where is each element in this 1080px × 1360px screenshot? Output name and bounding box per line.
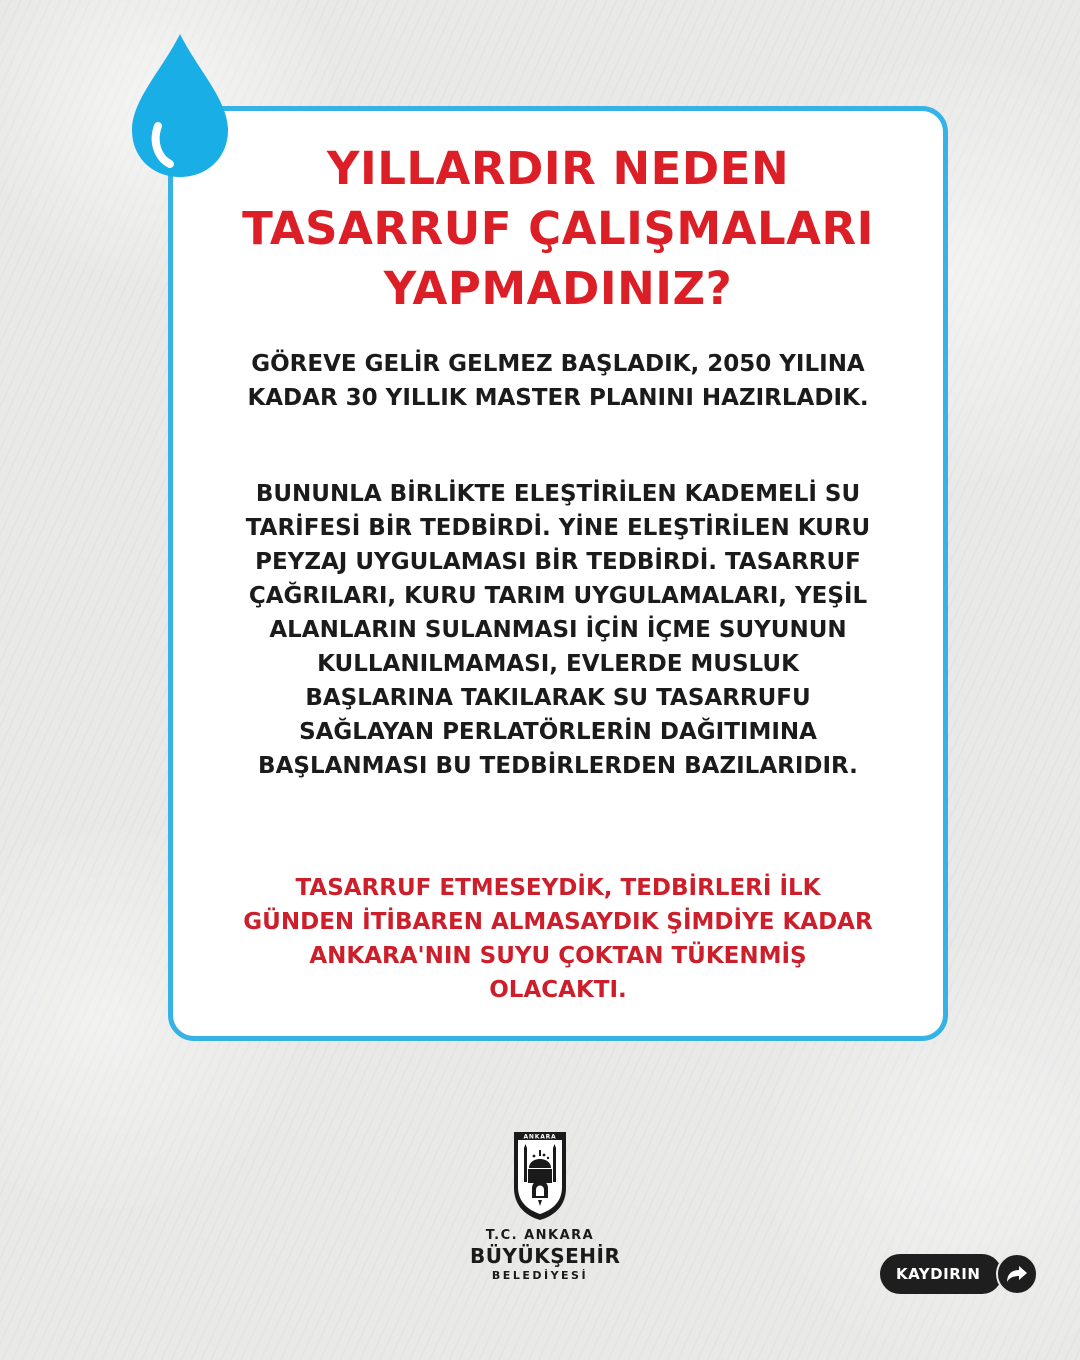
content-card [168,106,948,1041]
headline-line: YAPMADINIZ? [383,262,733,315]
paragraph-line: GÖREVE GELİR GELMEZ BAŞLADIK, 2050 YILINA [251,351,865,377]
paragraph-line: SAĞLAYAN PERLATÖRLERİN DAĞITIMINA [299,719,817,745]
paragraph-conclusion [183,871,933,1007]
headline-line: TASARRUF ÇALIŞMALARI [242,202,874,255]
logo-line-buyuksehir: BÜYÜKŞEHİR [470,1244,621,1268]
paragraph-master-plan [183,347,933,415]
paragraph-line: KADAR 30 YILLIK MASTER PLANINI HAZIRLADIK. [247,385,869,411]
share-arrow-icon[interactable] [996,1253,1038,1295]
ankara-emblem-icon [510,1126,570,1222]
paragraph-line: ANKARA'NIN SUYU ÇOKTAN TÜKENMİŞ [309,943,807,969]
logo-line-tc-ankara: T.C. ANKARA [485,1228,595,1243]
paragraph-line: OLACAKTI. [489,977,627,1003]
logo-line-belediyesi: BELEDİYESİ [491,1269,589,1282]
paragraph-line: TASARRUF ETMESEYDİK, TEDBİRLERİ İLK [295,875,821,901]
paragraph-line: BAŞLARINA TAKILARAK SU TASARRUFU [305,685,811,711]
paragraph-line: KULLANILMAMASI, EVLERDE MUSLUK [317,651,799,677]
water-drop-icon [128,30,233,180]
headline-line: YILLARDIR NEDEN [326,142,790,195]
paragraph-line: GÜNDEN İTİBAREN ALMASAYDIK ŞİMDİYE KADAR [243,909,873,935]
emblem-text: ANKARA [523,1133,557,1141]
swipe-label: KAYDIRIN [880,1254,1002,1294]
swipe-hint[interactable] [880,1253,1038,1295]
paragraph-line: BAŞLANMASI BU TEDBİRLERDEN BAZILARIDIR. [258,753,858,779]
paragraph-line: TARİFESİ BİR TEDBİRDİ. YİNE ELEŞTİRİLEN KURU [245,515,871,541]
arrow-glyph-icon [1006,1265,1028,1283]
paragraph-line: BUNUNLA BİRLİKTE ELEŞTİRİLEN KADEMELİ SU [255,481,861,507]
paragraph-line: ÇAĞRILARI, KURU TARIM UYGULAMALARI, YEŞİL [248,583,868,609]
paragraph-line: ALANLARIN SULANMASI İÇİN İÇME SUYUNUN [269,617,847,643]
headline [173,139,943,319]
paragraph-line: PEYZAJ UYGULAMASI BİR TEDBİRDİ. TASARRUF [255,549,861,575]
paragraph-measures [183,477,933,783]
municipality-logo [470,1126,621,1304]
